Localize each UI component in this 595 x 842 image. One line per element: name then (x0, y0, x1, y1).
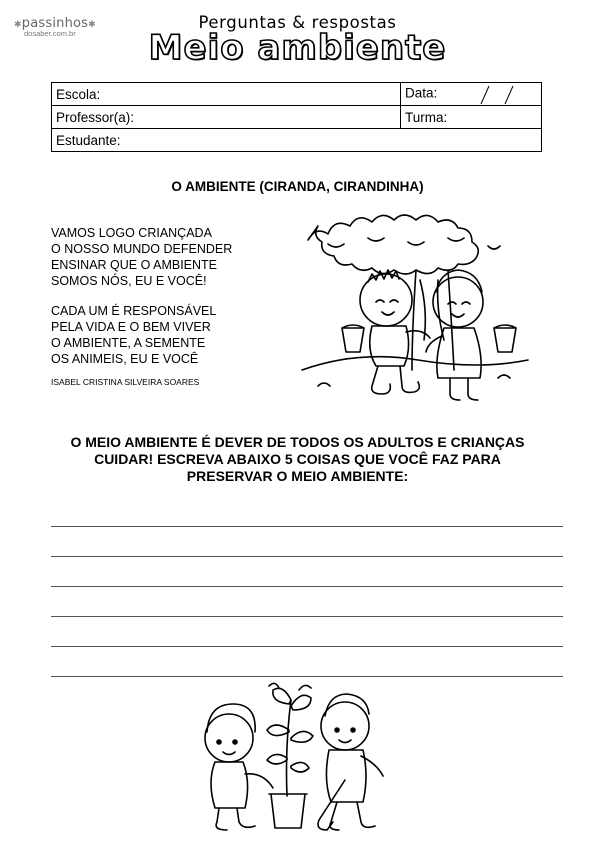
poem-stanza-2 (51, 303, 232, 367)
answer-line-5[interactable] (51, 646, 563, 676)
answer-line-1[interactable] (51, 526, 563, 556)
poem-line: PELA VIDA E O BEM VIVER (51, 320, 211, 334)
student-info-form (51, 82, 542, 152)
teacher-field[interactable] (52, 106, 401, 129)
poem-line: VAMOS LOGO CRIANÇADA (51, 226, 212, 240)
school-label: Escola: (56, 86, 101, 102)
page-subtitle: Perguntas & respostas (198, 13, 397, 32)
school-field[interactable] (52, 83, 401, 106)
poem-stanza-1 (51, 225, 232, 289)
answer-line-3[interactable] (51, 586, 563, 616)
poem-line: CADA UM É RESPONSÁVEL (51, 304, 217, 318)
poem-line: O AMBIENTE, A SEMENTE (51, 336, 206, 350)
poem-title: O AMBIENTE (CIRANDA, CIRANDINHA) (171, 179, 424, 194)
answer-line-2[interactable] (51, 556, 563, 586)
poem (51, 225, 232, 381)
instruction-text: O MEIO AMBIENTE É DEVER DE TODOS OS ADULTOS E CRIANÇAS CUIDAR! ESCREVA ABAIXO 5 COISAS QUE VOCÊ FAZ PARA PRESERVAR O MEIO AMBIENTE: (70, 434, 525, 484)
date-separators (461, 84, 521, 104)
poem-author: ISABEL CRISTINA SILVEIRA SOARES (51, 377, 200, 387)
logo-brand: passinhos (21, 16, 89, 31)
poem-line: OS ANIMEIS, EU E VOCÊ (51, 352, 199, 366)
student-field[interactable] (52, 129, 542, 152)
poem-line: O NOSSO MUNDO DEFENDER (51, 242, 233, 256)
sparkle-icon: ✱ (14, 20, 22, 30)
logo-sub: dosaber.com.br (24, 29, 76, 38)
kids-hugging-tree-illustration (298, 210, 530, 412)
date-label: Data: (405, 85, 438, 101)
page-title: Meio ambiente (148, 28, 447, 68)
date-field[interactable] (401, 83, 542, 106)
sparkle-icon: ✱ (88, 20, 96, 30)
poem-line: SOMOS NÓS, EU E VOCÊ! (51, 274, 207, 288)
teacher-label: Professor(a): (56, 109, 135, 125)
poem-line: ENSINAR QUE O AMBIENTE (51, 258, 218, 272)
student-label: Estudante: (56, 132, 121, 148)
kids-planting-illustration (195, 676, 415, 834)
answer-line-4[interactable] (51, 616, 563, 646)
class-label: Turma: (405, 109, 448, 125)
class-field[interactable] (401, 106, 542, 129)
